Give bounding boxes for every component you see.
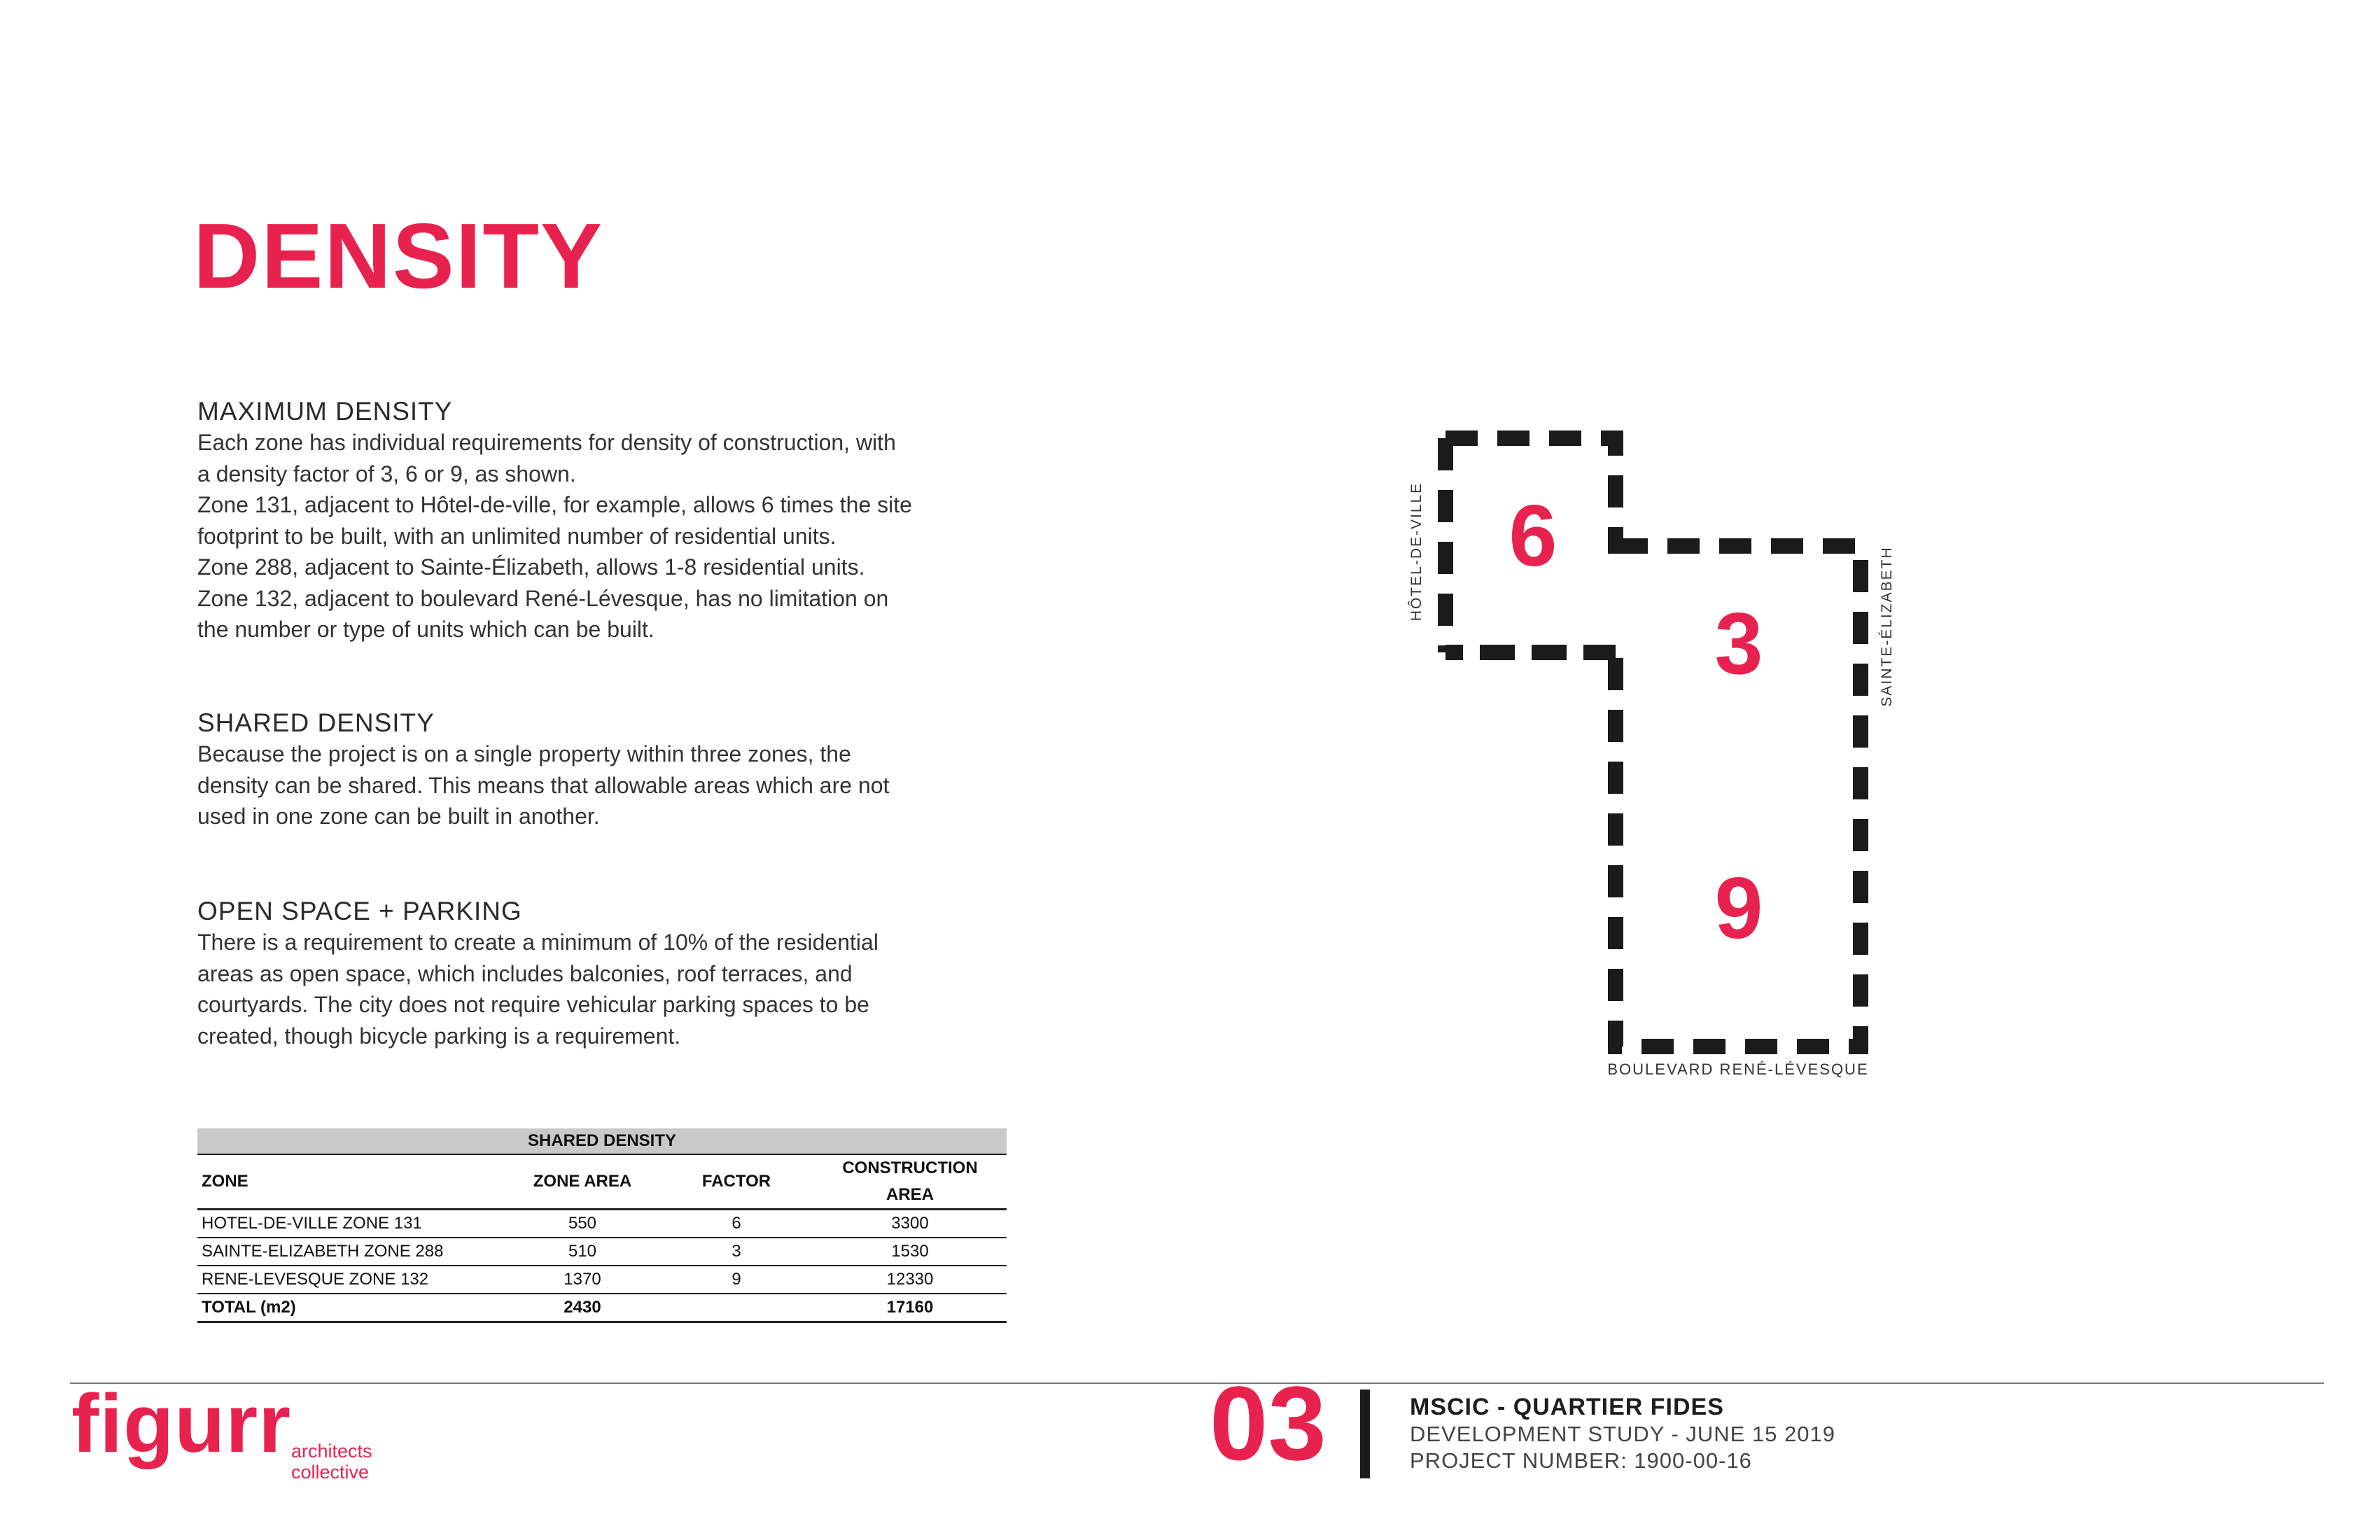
logo-tagline-line: collective	[291, 1462, 370, 1483]
zoning-diagram	[1393, 420, 1939, 1092]
table-cell: 6	[659, 1210, 813, 1238]
zone-factor-9: 9	[1714, 860, 1763, 957]
table-cell: 1530	[813, 1238, 1007, 1266]
body-line: footprint to be built, with an unlimited number of residential units.	[197, 523, 836, 549]
shared-density-table	[197, 1128, 1007, 1323]
body-line: Zone 288, adjacent to Sainte-Élizabeth, allows 1-8 residential units.	[197, 554, 865, 580]
table-cell: 2430	[505, 1294, 659, 1322]
body-line: areas as open space, which includes balconies, roof terraces, and	[197, 960, 853, 986]
column-header: FACTOR	[659, 1154, 813, 1210]
zone-factor-3: 3	[1714, 596, 1763, 692]
footer-divider	[70, 1382, 2324, 1384]
body-line: a density factor of 3, 6 or 9, as shown.	[197, 461, 576, 486]
body-line: Zone 132, adjacent to boulevard René-Lévesque, has no limitation on	[197, 585, 889, 611]
page-number-divider	[1360, 1390, 1370, 1478]
section-heading: OPEN SPACE + PARKING	[197, 897, 522, 925]
table-cell: 550	[505, 1210, 659, 1238]
table-row	[197, 1210, 1007, 1238]
body-line: There is a requirement to create a minimum of 10% of the residential	[197, 930, 878, 955]
table-cell	[659, 1294, 813, 1322]
project-info	[1410, 1393, 1835, 1474]
section-body	[197, 427, 1037, 645]
section-heading: MAXIMUM DENSITY	[197, 397, 453, 426]
table-cell: RENE-LEVESQUE ZONE 132	[197, 1266, 505, 1294]
project-number: PROJECT NUMBER: 1900-00-16	[1410, 1448, 1752, 1473]
page-title: DENSITY	[193, 204, 604, 307]
zone-factor-6: 6	[1508, 488, 1558, 584]
table-caption-row	[197, 1128, 1007, 1154]
logo-tagline-line: architects	[291, 1441, 372, 1462]
logo-tagline	[291, 1441, 372, 1483]
table-total-row	[197, 1294, 1007, 1322]
body-line: courtyards. The city does not require vehicular parking spaces to be	[197, 992, 869, 1017]
table-cell: 510	[505, 1238, 659, 1266]
table-row	[197, 1238, 1007, 1266]
body-line: the number or type of units which can be built.	[197, 617, 654, 642]
table-cell: HOTEL-DE-VILLE ZONE 131	[197, 1210, 505, 1238]
section-heading: SHARED DENSITY	[197, 708, 435, 737]
body-line: density can be shared. This means that allowable areas which are not	[197, 772, 890, 798]
column-header: ZONE AREA	[505, 1154, 659, 1210]
section-body	[197, 927, 1037, 1051]
shared-density-section	[197, 708, 1037, 832]
body-line: Zone 131, adjacent to Hôtel-de-ville, for example, allows 6 times the site	[197, 492, 912, 517]
body-line: Each zone has individual requirements for density of construction, with	[197, 430, 896, 455]
table-cell: 17160	[813, 1294, 1007, 1322]
body-line: Because the project is on a single property within three zones, the	[197, 741, 851, 766]
street-label-sainte-elizabeth: SAINTE-ÉLIZABETH	[1879, 546, 1895, 707]
street-label-rene-levesque: BOULEVARD RENÉ-LÉVESQUE	[1607, 1060, 1869, 1078]
open-space-section	[197, 896, 1037, 1051]
table-caption: SHARED DENSITY	[197, 1128, 1007, 1154]
table-cell: TOTAL (m2)	[197, 1294, 505, 1322]
column-header: CONSTRUCTION AREA	[813, 1154, 1007, 1210]
column-header: ZONE	[197, 1154, 505, 1210]
table-cell: 9	[659, 1266, 813, 1294]
maximum-density-section	[197, 396, 1037, 645]
section-body	[197, 738, 1037, 832]
body-line: created, though bicycle parking is a requirement.	[197, 1023, 681, 1049]
project-title: MSCIC - QUARTIER FIDES	[1410, 1394, 1724, 1420]
figurr-logo: figurr	[71, 1378, 292, 1470]
body-line: used in one zone can be built in another.	[197, 804, 600, 829]
table-row	[197, 1266, 1007, 1294]
table-cell: 12330	[813, 1266, 1007, 1294]
page-number: 03	[1210, 1364, 1326, 1482]
street-label-hotel-de-ville: HÔTEL-DE-VILLE	[1408, 482, 1424, 622]
study-date: DEVELOPMENT STUDY - JUNE 15 2019	[1410, 1422, 1835, 1446]
table-cell: 3300	[813, 1210, 1007, 1238]
table-cell: 3	[659, 1238, 813, 1266]
table-cell: 1370	[505, 1266, 659, 1294]
table-header-row	[197, 1154, 1007, 1210]
table-cell: SAINTE-ELIZABETH ZONE 288	[197, 1238, 505, 1266]
